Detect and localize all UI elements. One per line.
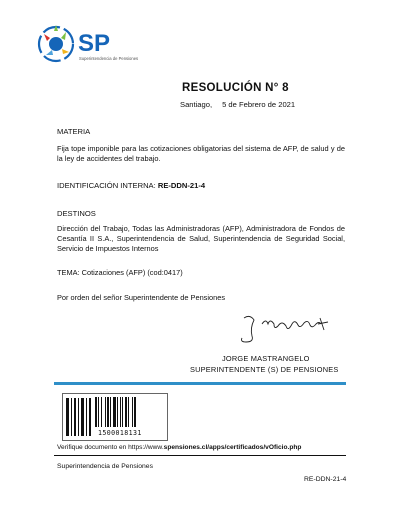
barcode-bar: [125, 397, 127, 427]
logo-subtitle: Superintendencia de Pensiones: [79, 56, 139, 61]
barcode-bar: [98, 397, 99, 427]
barcode-bar: [107, 397, 109, 427]
sp-logo-hands-icon: [36, 22, 139, 68]
date-value: 5 de Febrero de 2021: [222, 100, 296, 109]
barcode-bar: [95, 397, 97, 427]
barcode-bar: [105, 397, 106, 427]
tema-line: TEMA: Cotizaciones (AFP) (cod:0417): [57, 268, 183, 277]
identification: [57, 181, 205, 190]
identification-label: IDENTIFICACIÓN INTERNA:: [57, 181, 156, 190]
footer-code: RE-DDN-21-4: [304, 476, 347, 483]
barcode-bar: [101, 397, 102, 427]
barcode-bar: [117, 397, 118, 427]
logo-text: SP: [78, 30, 111, 57]
date-line: [180, 100, 295, 109]
materia-label: MATERIA: [57, 127, 91, 136]
verify-line: [57, 444, 301, 451]
destinos-text: Dirección del Trabajo, Todas las Administradoras (AFP), Administradora de Fondos de Cesantía II S.A., Superintendencia de Salud, Superintendencia de Seguridad Social, Servicio de Impuestos Internos: [57, 224, 345, 253]
barcode-bar: [132, 397, 133, 427]
orden-line: Por orden del señor Superintendente de Pensiones: [57, 293, 226, 302]
barcode-bar: [128, 397, 129, 427]
barcode-bar: [113, 397, 116, 427]
barcode-number: 1500018131: [98, 429, 142, 437]
signer-name: JORGE MASTRANGELO: [222, 354, 310, 363]
barcode: [95, 397, 153, 427]
signer-role: SUPERINTENDENTE (S) DE PENSIONES: [190, 365, 339, 374]
barcode-bar: [134, 397, 136, 427]
destinos-label: DESTINOS: [57, 209, 96, 218]
barcode-bar: [122, 397, 123, 427]
handwritten-signature: [232, 310, 346, 348]
logo: [36, 22, 139, 68]
verify-url[interactable]: spensiones.cl/apps/certificados/vOficio.php: [163, 444, 302, 451]
blue-divider: [54, 382, 346, 385]
resolution-title: RESOLUCIÓN N° 8: [182, 82, 289, 94]
barcode-side-graphic: [64, 396, 92, 438]
barcode-bar: [110, 397, 111, 427]
identification-value: RE-DDN-21-4: [157, 181, 206, 190]
signature-mark: [232, 310, 346, 348]
verify-prefix: Verifique documento en https://www.: [57, 444, 164, 451]
barcode-bar: [120, 397, 121, 427]
footer-divider: [54, 455, 346, 456]
date-city: Santiago,: [180, 100, 213, 109]
materia-text: Fija tope imponible para las cotizaciones obligatorias del sistema de AFP, de salud y de la ley de accidentes del trabajo.: [57, 144, 345, 163]
footer-institution: Superintendencia de Pensiones: [57, 463, 153, 470]
